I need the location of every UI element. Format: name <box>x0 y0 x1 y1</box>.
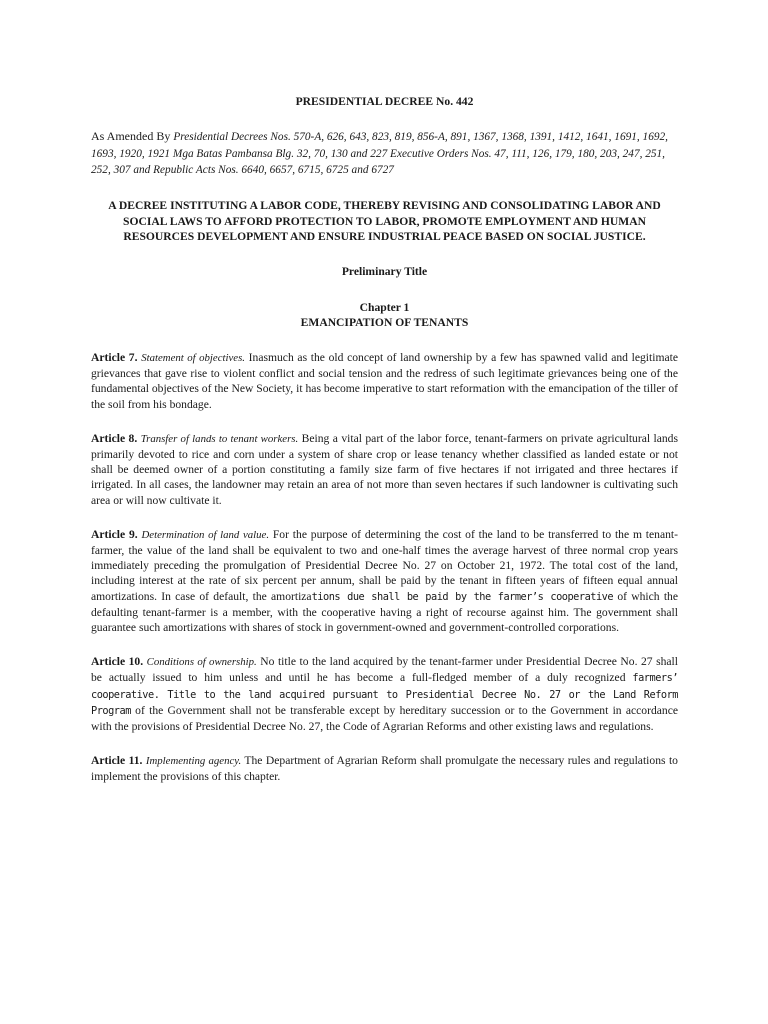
article-label: Article 11. <box>91 754 143 768</box>
chapter-title: EMANCIPATION OF TENANTS <box>300 315 469 329</box>
article-body-alt-font: tions due shall be paid by the farmer’s cooperative <box>311 590 614 603</box>
article-caption: Determination of land value. <box>141 528 270 541</box>
article-label: Article 10. <box>91 655 144 669</box>
article-caption: Transfer of lands to tenant workers. <box>140 432 299 445</box>
article-7 <box>91 350 678 412</box>
decree-heading: A DECREE INSTITUTING A LABOR CODE, THEREBY REVISING AND CONSOLIDATING LABOR AND SOCIAL LAWS TO AFFORD PROTECTION TO LABOR, PROMOTE EMPLOYMENT AND HUMAN RESOURCES DEVELOPMENT AND ENSURE INDUSTRIAL PEACE BASED ON SOCIAL JUSTICE. <box>108 199 661 244</box>
amendment-note <box>91 129 678 178</box>
article-body-end: of the Government shall not be transferable except by hereditary succession or to the Government in accordance with the provisions of Presidential Decree No. 27, the Code of Agrarian Reforms and other existing laws and regulations. <box>91 703 678 733</box>
article-caption: Conditions of ownership. <box>146 656 257 669</box>
amended-prefix: As Amended By <box>91 129 174 144</box>
article-label: Article 9. <box>91 527 138 541</box>
article-10 <box>91 654 678 734</box>
preliminary-title: Preliminary Title <box>341 265 428 279</box>
article-8 <box>91 431 678 508</box>
article-body: Being a vital part of the labor force, tenant-farmers on private agricultural lands primarily devoted to rice and corn under a system of share crop or lease tenancy whether classified as landed estate or not shall be deemed owner of a portion constituting a family size farm of five hectares if not irrigated and three hectares if irrigated. In all cases, the landowner may retain an area of not more than seven hectares if such landowner is cultivating such area or will now cultivate it. <box>91 431 678 507</box>
article-label: Article 8. <box>91 431 138 445</box>
article-caption: Implementing agency. <box>145 755 242 768</box>
amended-list: Presidential Decrees Nos. 570-A, 626, 643, 823, 819, 856-A, 891, 1367, 1368, 1391, 1412, 1641, 1691, 1692, 1693, 1920, 1921 Mga Batas Pambansa Blg. 32, 70, 130 and 227 Executive Orders Nos. 47, 111, 126, 179, 180, 203, 247, 251, 252, 307 and Republic Acts Nos. 6640, 6657, 6715, 6725 and 6727 <box>91 131 668 177</box>
article-body: The Department of Agrarian Reform shall promulgate the necessary rules and regulations to implement the provisions of this chapter. <box>91 754 678 784</box>
article-9 <box>91 527 678 635</box>
article-body-alt-font: farmers’ cooperative. Title to the land acquired pursuant to Presidential Decree No. 27 or the Land Reform Program <box>91 672 678 717</box>
chapter-heading <box>91 300 678 330</box>
document-title: PRESIDENTIAL DECREE No. 442 <box>295 95 474 108</box>
article-body: Inasmuch as the old concept of land ownership by a few has spawned valid and legitimate grievances that gave rise to violent conflict and social tension and the redress of such legitimate grievances being one of the fundamental objectives of the New Society, it has become imperative to start reformation with the emancipation of the tiller of the soil from his bondage. <box>91 350 678 411</box>
article-caption: Statement of objectives. <box>141 351 245 364</box>
chapter-number: Chapter 1 <box>359 300 410 314</box>
article-body: No title to the land acquired by the tenant-farmer under Presidential Decree No. 27 shall be actually issued to him unless and until he has become a full-fledged member of a duly recognized <box>91 655 678 685</box>
article-body: For the purpose of determining the cost of the land to be transferred to the m tenant-farmer, the value of the land shall be equivalent to two and one-half times the average harvest of three normal crop years immediately preceding the promulgation of Presidential Decree No. 27 on October 21, 1972. The total cost of the land, including interest at the rate of six percent per annum, shall be paid by the tenant in fifteen years of fifteen equal annual amortizations. In case of default, the amortiza <box>91 527 678 603</box>
article-body-end: of which the defaulting tenant-farmer is a member, with the cooperative having a right of recourse against him. The government shall guarantee such amortizations with shares of stock in government-owned and government-controlled corporations. <box>91 589 679 634</box>
article-11 <box>91 753 678 784</box>
article-label: Article 7. <box>91 350 138 364</box>
